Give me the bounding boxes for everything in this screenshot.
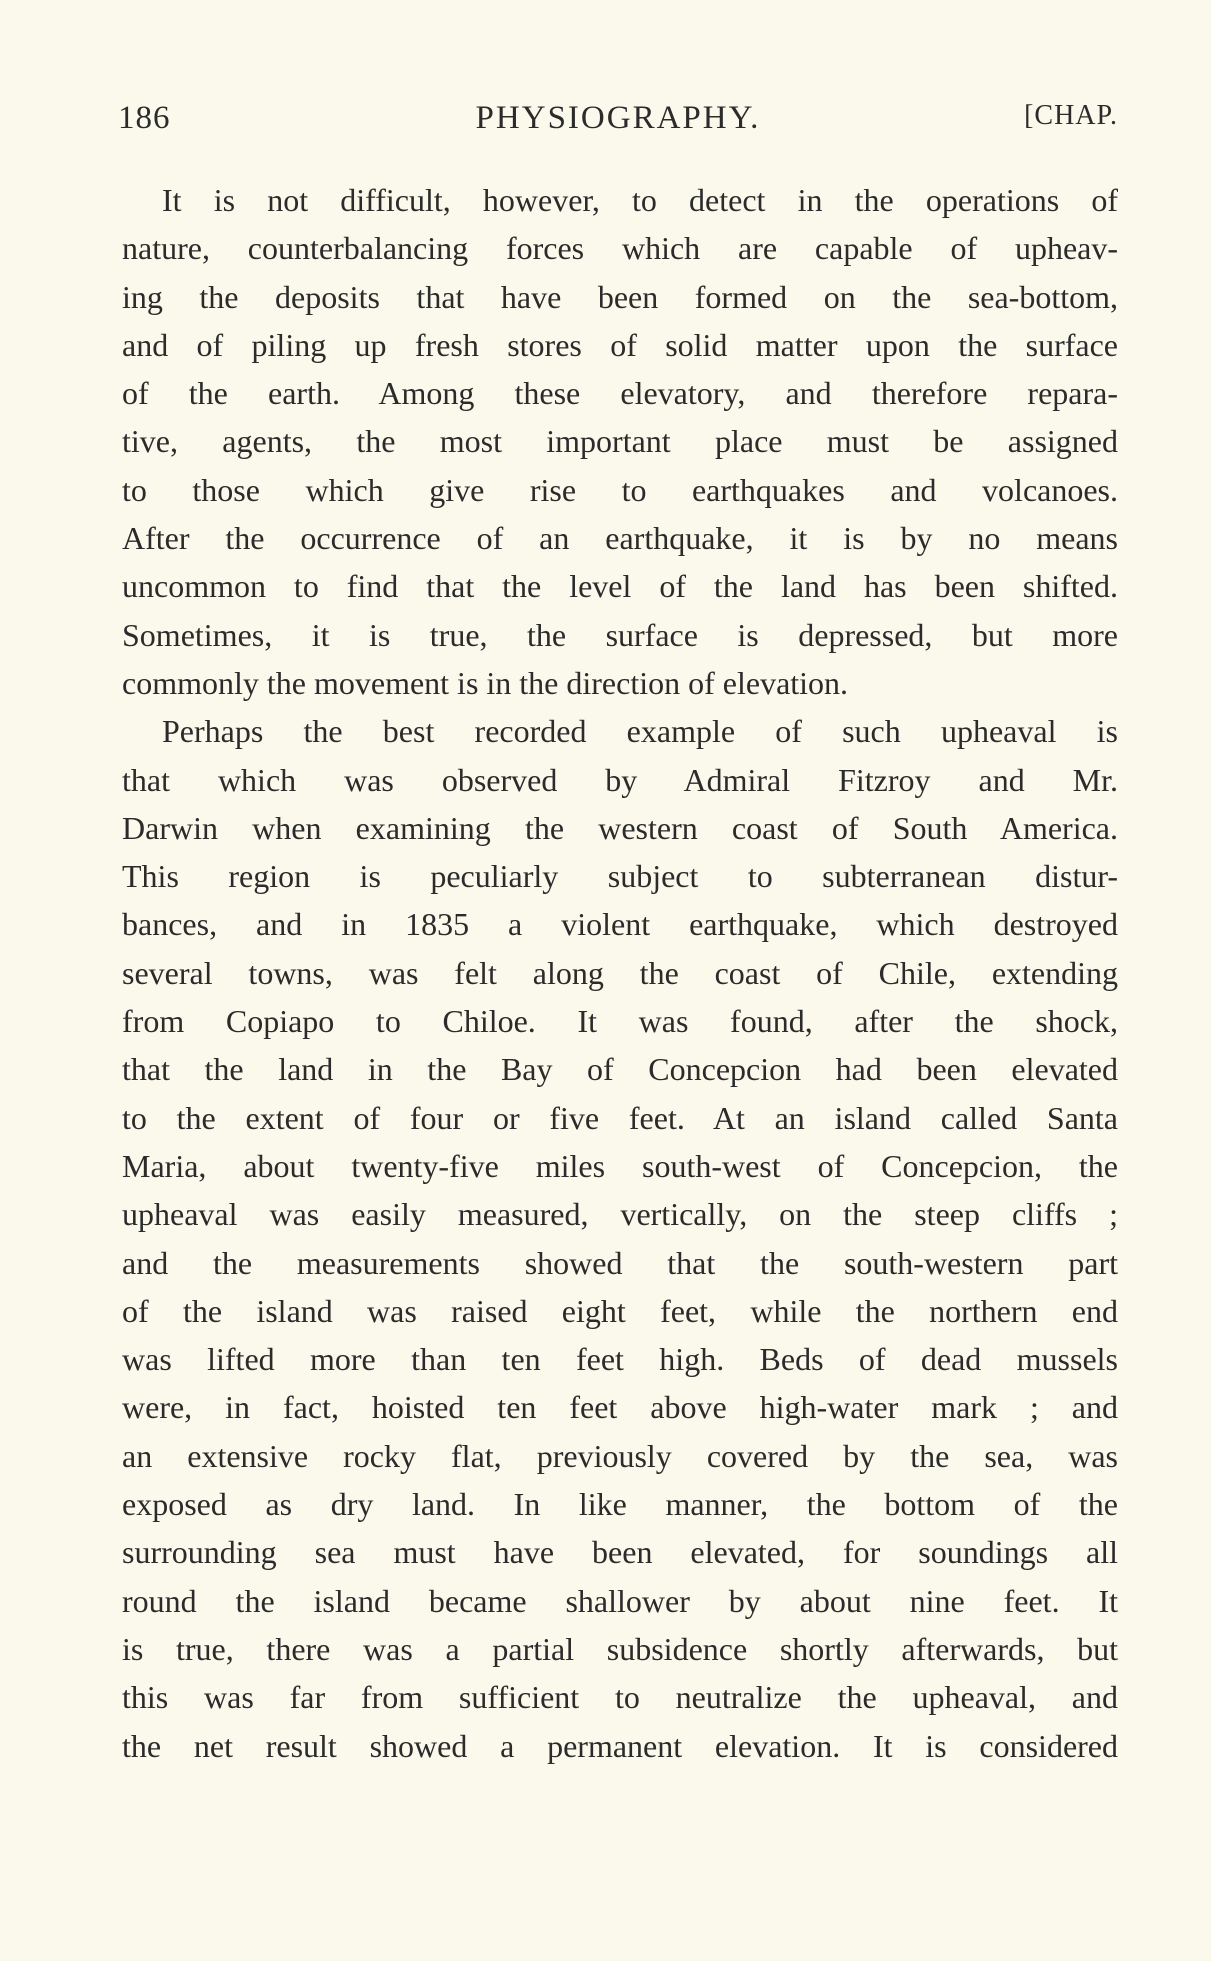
text-line: round the island became shallower by about nine feet. It — [122, 1582, 1118, 1619]
text-line: this was far from sufficient to neutralize the upheaval, and — [122, 1679, 1118, 1716]
text-line: surrounding sea must have been elevated, for soundings all — [122, 1534, 1118, 1571]
running-title: PHYSIOGRAPHY. — [475, 100, 761, 136]
body-text — [122, 176, 1118, 1770]
text-line: It is not difficult, however, to detect in the operations of — [162, 182, 1118, 218]
text-line: to the extent of four or five feet. At an island called Santa — [122, 1099, 1118, 1136]
text-line: commonly the movement is in the direction of elevation. — [122, 664, 849, 701]
text-line: were, in fact, hoisted ten feet above high-water mark ; and — [122, 1389, 1118, 1426]
text-line: nature, counterbalancing forces which are capable of upheav- — [122, 230, 1118, 267]
text-line: Darwin when examining the western coast of South America. — [122, 809, 1118, 846]
text-line: This region is peculiarly subject to subterranean distur- — [122, 858, 1118, 895]
text-line: that the land in the Bay of Concepcion had been elevated — [122, 1051, 1118, 1088]
text-line: from Copiapo to Chiloe. It was found, after the shock, — [122, 1003, 1118, 1040]
text-line: several towns, was felt along the coast of Chile, extending — [122, 954, 1118, 991]
text-line: to those which give rise to earthquakes and volcanoes. — [122, 471, 1118, 508]
page-number: 186 — [118, 100, 171, 136]
text-line: of the earth. Among these elevatory, and therefore repara- — [122, 375, 1118, 412]
text-line: uncommon to find that the level of the land has been shifted. — [122, 568, 1118, 605]
text-line: the net result showed a permanent elevation. It is considered — [122, 1727, 1118, 1764]
text-line: After the occurrence of an earthquake, it is by no means — [122, 520, 1118, 557]
text-line: was lifted more than ten feet high. Beds of dead mussels — [122, 1341, 1118, 1378]
text-line: Maria, about twenty-five miles south-west of Concepcion, the — [122, 1147, 1118, 1184]
text-line: Sometimes, it is true, the surface is depressed, but more — [122, 616, 1118, 653]
text-line: of the island was raised eight feet, while the northern end — [122, 1292, 1118, 1329]
text-line: an extensive rocky flat, previously covered by the sea, was — [122, 1437, 1118, 1474]
text-line: exposed as dry land. In like manner, the bottom of the — [122, 1486, 1118, 1523]
text-line: and of piling up fresh stores of solid matter upon the surface — [122, 326, 1118, 363]
text-line: and the measurements showed that the south-western part — [122, 1244, 1118, 1281]
running-header — [118, 100, 1118, 148]
text-line: upheaval was easily measured, vertically, on the steep cliffs ; — [122, 1196, 1118, 1233]
text-line: bances, and in 1835 a violent earthquake, which destroyed — [122, 906, 1118, 943]
text-line: Perhaps the best recorded example of such upheaval is — [162, 713, 1118, 750]
text-line: that which was observed by Admiral Fitzroy and Mr. — [122, 761, 1118, 798]
text-line: tive, agents, the most important place must be assigned — [122, 423, 1118, 460]
text-line: ing the deposits that have been formed on the sea-bottom, — [122, 278, 1118, 315]
chapter-mark: [CHAP. — [1024, 100, 1118, 131]
text-line: is true, there was a partial subsidence shortly afterwards, but — [122, 1630, 1118, 1667]
